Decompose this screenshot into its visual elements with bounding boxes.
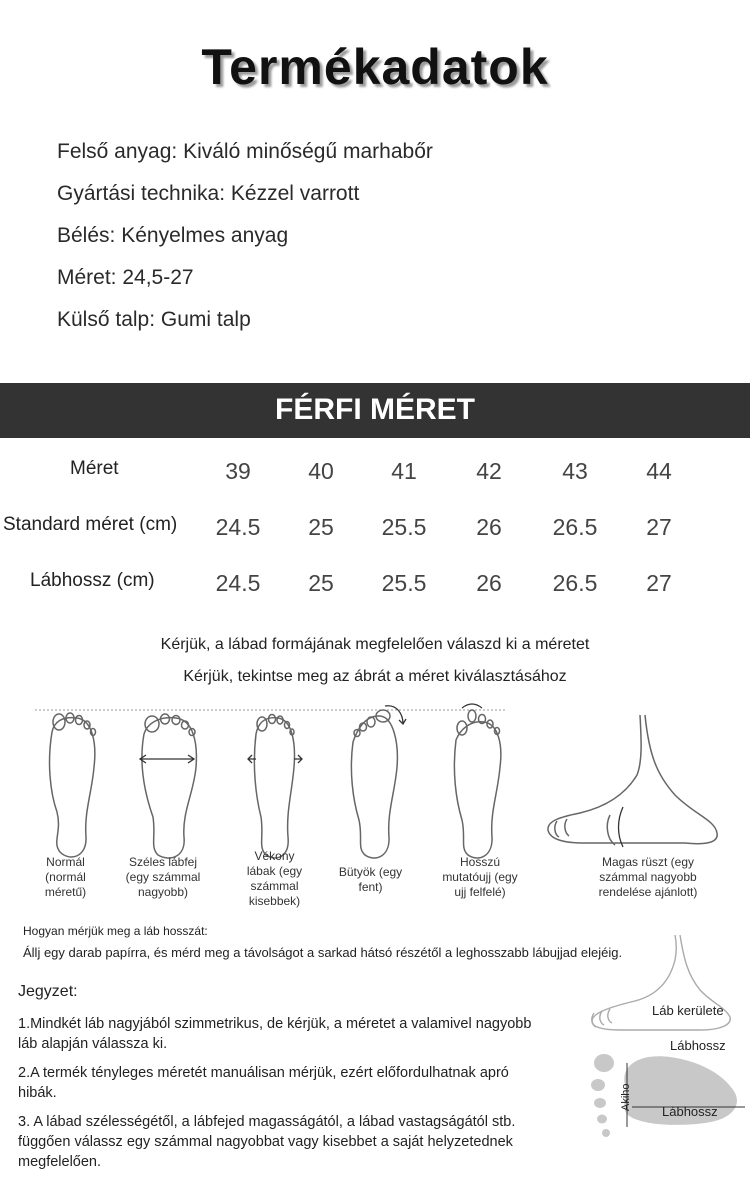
note-item: 3. A lábad szélességétől, a lábfejed magasságától, a lábad vastagságától stb. függően válassz egy számmal nagyobbat vagy kisebbet a saját helyzetednek megfelelően. xyxy=(18,1114,516,1170)
label-foot-length-2: Lábhossz xyxy=(662,1104,718,1119)
notes-title: Jegyzet: xyxy=(18,983,78,1000)
caption-line: számmal xyxy=(250,879,299,893)
caption-line: Hosszú xyxy=(459,855,500,869)
spec-lining: Bélés: Kényelmes anyag xyxy=(57,224,289,247)
size-cell: 24.5 xyxy=(215,514,261,540)
size-cell: 41 xyxy=(391,458,417,484)
caption-line: rendelése ajánlott) xyxy=(598,885,698,899)
page-title: Termékadatok xyxy=(201,39,549,95)
caption-line: számmal nagyobb xyxy=(599,870,697,884)
caption-line: Normál xyxy=(46,855,85,869)
caption-line: (normál xyxy=(45,870,86,884)
caption-line: (egy számmal xyxy=(125,870,201,884)
spec-technique: Gyártási technika: Kézzel varrott xyxy=(57,182,360,205)
caption-long-toe xyxy=(425,855,535,900)
bunion-foot-icon xyxy=(351,706,406,858)
measure-title: Hogyan mérjük meg a láb hosszát: xyxy=(23,924,208,938)
size-section-title: FÉRFI MÉRET xyxy=(275,393,475,426)
caption-line: fent) xyxy=(358,880,383,894)
caption-line: Bütyök (egy xyxy=(338,865,403,879)
caption-high-instep xyxy=(568,855,728,900)
footprint-icon xyxy=(591,1054,737,1137)
size-cell: 44 xyxy=(646,458,672,484)
caption-wide xyxy=(108,855,218,900)
note-item: 2.A termék tényleges méretét manuálisan mérjük, ezért előfordulhatnak apró hibák. xyxy=(18,1065,509,1101)
size-cell: 27 xyxy=(646,570,672,596)
measure-text: Állj egy darab papírra, és mérd meg a távolságot a sarkad hátsó részétől a leghosszabb lábujjad elejéig. xyxy=(23,945,623,960)
product-specs xyxy=(57,137,433,347)
size-cell: 43 xyxy=(562,458,588,484)
spec-upper-material: Felső anyag: Kiváló minőségű marhabőr xyxy=(57,140,433,163)
measurement-illustration xyxy=(580,935,750,1180)
thin-foot-icon xyxy=(248,715,302,858)
caption-line: lábak (egy xyxy=(246,864,303,878)
size-cell: 24.5 xyxy=(215,570,261,596)
long-toe-foot-icon xyxy=(454,704,500,858)
normal-foot-icon xyxy=(50,713,96,857)
caption-line: kisebbek) xyxy=(248,894,301,908)
high-instep-foot-icon xyxy=(548,715,717,847)
spec-outsole: Külső talp: Gumi talp xyxy=(57,308,251,331)
caption-thin xyxy=(232,849,317,909)
size-row-standard xyxy=(0,514,750,554)
size-cell: 27 xyxy=(646,514,672,540)
size-row-size xyxy=(0,458,750,498)
caption-bunion xyxy=(328,865,413,895)
caption-line: Széles lábfej xyxy=(128,855,198,869)
row-label: Méret xyxy=(70,458,119,479)
size-cell: 25.5 xyxy=(381,514,427,540)
size-cell: 26 xyxy=(476,514,502,540)
caption-normal xyxy=(28,855,103,900)
instruction-2: Kérjük, tekintse meg az ábrát a méret kiválasztásához xyxy=(183,668,567,685)
size-row-foot-length xyxy=(0,570,750,610)
caption-line: Magas rüszt (egy xyxy=(601,855,695,869)
label-width: Akiho xyxy=(620,1083,632,1111)
size-cell: 26 xyxy=(476,570,502,596)
label-circumference: Láb kerülete xyxy=(652,1003,724,1018)
row-label: Standard méret (cm) xyxy=(3,514,178,535)
caption-line: méretű) xyxy=(44,885,87,899)
size-cell: 25 xyxy=(308,514,334,540)
note-item: 1.Mindkét láb nagyjából szimmetrikus, de kérjük, a méretet a valamivel nagyobb láb alapján válassza ki. xyxy=(18,1016,532,1052)
notes-list xyxy=(18,1014,538,1181)
size-cell: 26.5 xyxy=(552,570,598,596)
size-cell: 26.5 xyxy=(552,514,598,540)
caption-line: ujj felfelé) xyxy=(454,885,506,899)
caption-line: mutatóujj (egy xyxy=(442,870,518,884)
instruction-1: Kérjük, a lábad formájának megfelelően válaszd ki a méretet xyxy=(160,636,590,653)
label-foot-length-1: Lábhossz xyxy=(670,1038,726,1053)
caption-line: Vékony xyxy=(254,849,295,863)
caption-line: nagyobb) xyxy=(137,885,189,899)
foot-types xyxy=(0,700,750,930)
size-cell: 40 xyxy=(308,458,334,484)
size-cell: 25.5 xyxy=(381,570,427,596)
measurement-diagram xyxy=(580,935,750,1180)
row-label: Lábhossz (cm) xyxy=(30,570,155,591)
size-cell: 39 xyxy=(225,458,251,484)
size-cell: 42 xyxy=(476,458,502,484)
size-cell: 25 xyxy=(308,570,334,596)
wide-foot-icon xyxy=(140,714,196,858)
spec-size: Méret: 24,5-27 xyxy=(57,266,194,289)
